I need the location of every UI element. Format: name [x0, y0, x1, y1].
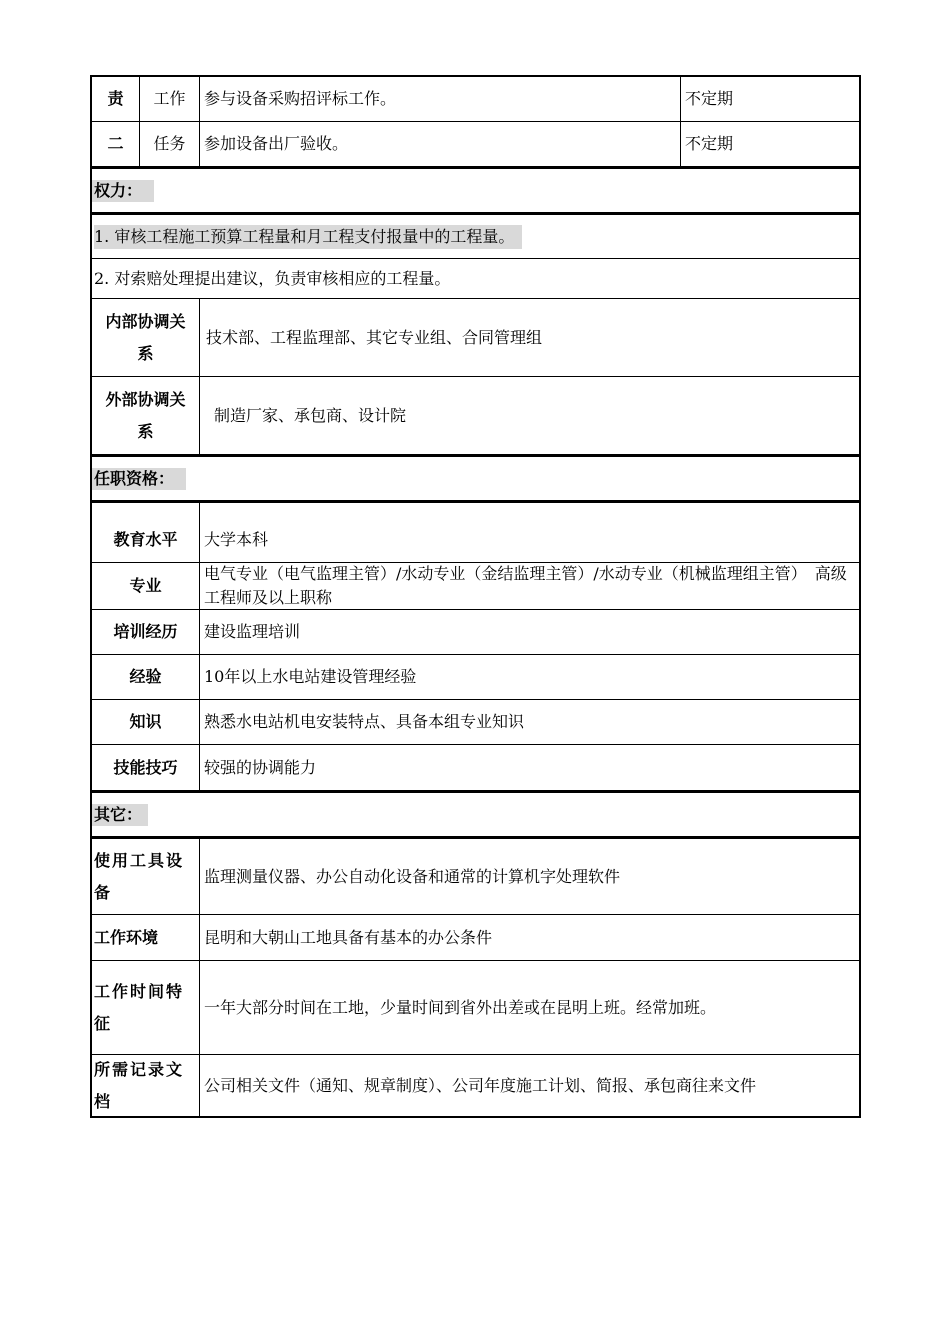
qualifications-header-row [90, 455, 861, 501]
other-row [90, 1055, 861, 1118]
relation-value: 技术部、工程监理部、其它专业组、合同管理组 [206, 327, 543, 347]
qualification-label: 专业 [129, 576, 162, 595]
other-value: 一年大部分时间在工地，少量时间到省外出差或在昆明上班。经常加班。 [204, 997, 717, 1017]
other-row [90, 837, 861, 915]
relation-row [90, 377, 861, 455]
power-item: 1. 审核工程施工预算工程量和月工程支付报量中的工程量。 [94, 225, 522, 249]
duty-side-char: 二 [107, 134, 124, 153]
qualification-row [90, 501, 861, 563]
power-item-row [90, 259, 861, 299]
duty-row [90, 122, 861, 167]
duty-label: 工作 [153, 89, 186, 108]
power-header: 权力： [92, 180, 154, 202]
other-label: 工作时间特征 [94, 981, 185, 1033]
duty-row [90, 75, 861, 122]
duty-task: 参与设备采购招评标工作。 [204, 89, 397, 108]
relation-label: 外部协调关系 [105, 389, 186, 441]
duty-side-char: 责 [107, 89, 124, 108]
other-label: 工作环境 [94, 927, 159, 947]
qualification-row [90, 745, 861, 791]
duty-frequency: 不定期 [685, 134, 734, 153]
qualification-value: 较强的协调能力 [204, 757, 317, 777]
other-label: 使用工具设备 [94, 850, 185, 902]
other-value: 公司相关文件（通知、规章制度）、公司年度施工计划、简报、承包商往来文件 [204, 1075, 757, 1095]
qualification-label: 经验 [129, 667, 162, 686]
power-header-row [90, 167, 861, 213]
other-label: 所需记录文档 [94, 1059, 185, 1111]
power-item: 2. 对索赔处理提出建议，负责审核相应的工程量。 [94, 268, 451, 288]
other-value: 监理测量仪器、办公自动化设备和通常的计算机字处理软件 [204, 866, 621, 886]
duty-label: 任务 [153, 134, 186, 153]
qualification-label: 教育水平 [113, 529, 178, 549]
qualification-row [90, 700, 861, 745]
other-value: 昆明和大朝山工地具备有基本的办公条件 [204, 927, 493, 947]
qualification-value: 建设监理培训 [204, 622, 301, 641]
qualification-value: 电气专业（电气监理主管）/水动专业（金结监理主管）/水动专业（机械监理组主管） 高级工程师及以上职称 [204, 564, 847, 607]
relation-row [90, 299, 861, 377]
qualification-row [90, 655, 861, 700]
other-header-row [90, 791, 861, 837]
qualification-value: 10年以上水电站建设管理经验 [204, 667, 417, 686]
other-header: 其它： [92, 804, 148, 826]
power-item-row [90, 213, 861, 259]
qualification-label: 技能技巧 [113, 757, 178, 777]
qualification-value: 熟悉水电站机电安装特点、具备本组专业知识 [204, 712, 525, 731]
duty-frequency: 不定期 [685, 89, 734, 108]
qualification-label: 知识 [129, 712, 162, 731]
duty-task: 参加设备出厂验收。 [204, 134, 349, 153]
relation-label: 内部协调关系 [105, 311, 186, 363]
qualification-row [90, 610, 861, 655]
other-row [90, 915, 861, 961]
relation-value: 制造厂家、承包商、设计院 [214, 405, 407, 425]
other-row [90, 961, 861, 1055]
qualification-value: 大学本科 [204, 529, 269, 549]
job-description-table [90, 75, 861, 1118]
qualification-row [90, 563, 861, 610]
qualification-label: 培训经历 [113, 622, 178, 641]
qualifications-header: 任职资格： [92, 468, 186, 490]
